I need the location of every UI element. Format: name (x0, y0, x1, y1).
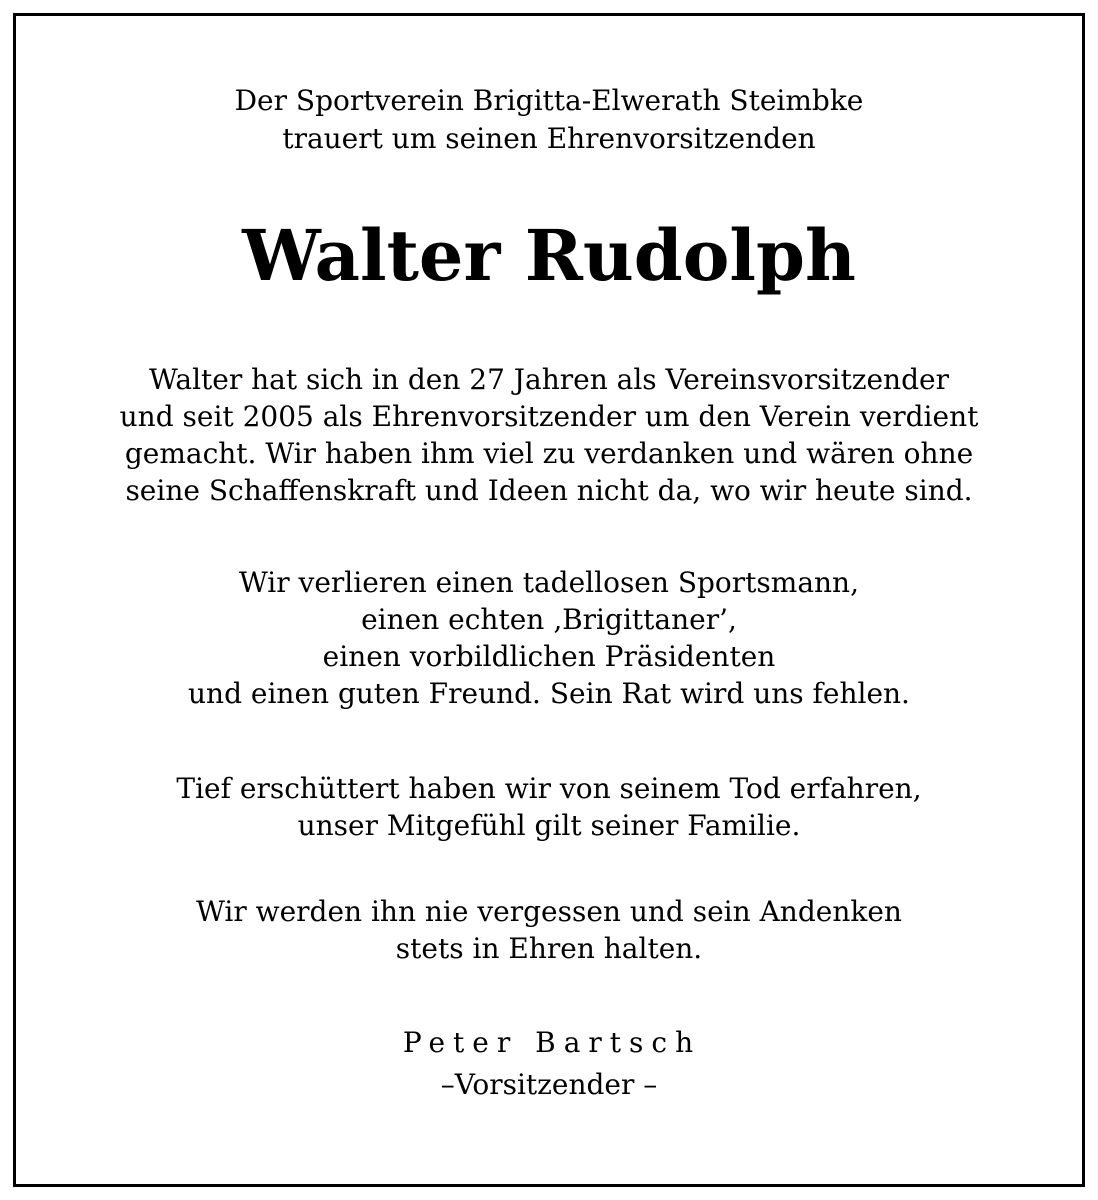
intro-line-2: trauert um seinen Ehrenvorsitzenden (282, 122, 816, 155)
paragraph-line: gemacht. Wir haben ihm viel zu verdanken und wären ohne (124, 437, 974, 470)
paragraph-line: Wir verlieren einen tadellosen Sportsmann, (239, 566, 859, 599)
paragraph-line: und seit 2005 als Ehrenvorsitzender um den Verein verdient (119, 400, 979, 433)
paragraph-line: seine Schaffenskraft und Ideen nicht da, wo wir heute sind. (125, 474, 973, 507)
paragraph-remembrance (0, 893, 1098, 967)
intro-heading (0, 82, 1098, 158)
signature-role: –Vorsitzender – (440, 1068, 658, 1101)
signature-name: Peter Bartsch (402, 1026, 702, 1059)
paragraph-line: Wir werden ihn nie vergessen und sein Andenken (196, 895, 902, 928)
paragraph-line: Tief erschüttert haben wir von seinem Tod erfahren, (176, 772, 922, 805)
paragraph-tribute (0, 361, 1098, 509)
paragraph-line: und einen guten Freund. Sein Rat wird uns fehlen. (188, 677, 910, 710)
paragraph-line: Walter hat sich in den 27 Jahren als Vereinsvorsitzender (149, 363, 949, 396)
deceased-name: Walter Rudolph (242, 214, 856, 297)
paragraph-line: unser Mitgefühl gilt seiner Familie. (297, 809, 801, 842)
paragraph-condolence (0, 770, 1098, 844)
intro-line-1: Der Sportverein Brigitta-Elwerath Steimbke (234, 84, 864, 117)
paragraph-line: stets in Ehren halten. (395, 932, 703, 965)
paragraph-line: einen echten ‚Brigittaner’, (361, 603, 737, 636)
paragraph-loss (0, 564, 1098, 712)
paragraph-line: einen vorbildlichen Präsidenten (322, 640, 776, 673)
